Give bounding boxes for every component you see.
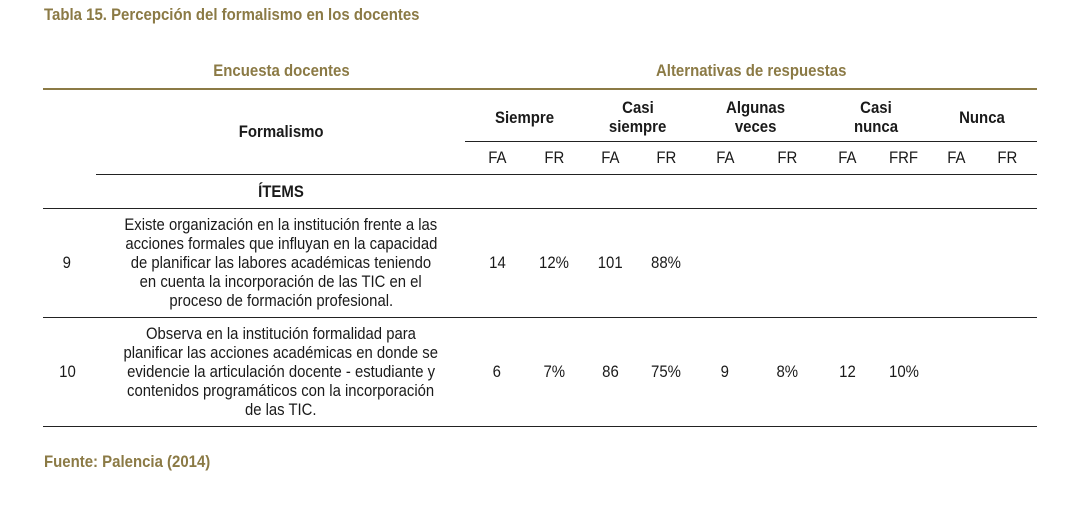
item-description [86, 209, 476, 317]
item-text-line: Existe organización en la institución frente a las [124, 215, 438, 234]
item-text-line: de planificar las labores académicas teniendo [130, 253, 432, 272]
category-header [470, 94, 580, 140]
item-text-line: de las TIC. [245, 400, 317, 419]
category-line1: Casi [860, 98, 892, 117]
category-line1: Algunas [726, 98, 786, 117]
table-cell [819, 318, 875, 426]
item-text-line: Observa en la institución formalidad para [146, 324, 416, 343]
item-text-line: proceso de formación profesional. [169, 291, 393, 310]
table-cell [638, 209, 694, 317]
table-cell [526, 209, 582, 317]
category-header [927, 94, 1037, 140]
table-source: Fuente: Palencia (2014) [44, 452, 211, 471]
table-cell [638, 318, 694, 426]
subheader-fr [638, 142, 694, 174]
header-encuesta-docentes: Encuesta docentes [212, 61, 350, 80]
category-line2: veces [735, 117, 777, 136]
items-label: ÍTEMS [258, 182, 304, 201]
cell-value: 86 [601, 362, 619, 381]
subheader-text: FR [997, 148, 1017, 167]
category-line1: Nunca [959, 107, 1005, 127]
subheader-text: FA [600, 148, 620, 167]
row-number-text: 9 [62, 253, 72, 272]
item-text-line: acciones formales que influyan en la capacidad [124, 234, 438, 253]
cell-value: 75% [651, 362, 681, 381]
cell-value: 7% [543, 362, 565, 381]
bottom-rule [43, 426, 1037, 427]
category-header [583, 94, 693, 140]
table-cell [759, 318, 815, 426]
table-cell [876, 318, 932, 426]
formalismo-label: Formalismo [238, 121, 324, 141]
category-header [701, 94, 811, 140]
subheader-fa [469, 142, 525, 174]
table-cell [582, 318, 638, 426]
subheader-text: FR [656, 148, 676, 167]
subheader-text: FRF [889, 148, 919, 167]
subheader-text: FA [837, 148, 857, 167]
subheader-text: FR [544, 148, 564, 167]
subheader-text: FA [715, 148, 735, 167]
category-line2: siempre [609, 117, 667, 136]
subheader-fr [759, 142, 815, 174]
category-line2: nunca [853, 117, 899, 136]
table-cell [697, 318, 753, 426]
cell-value: 12% [539, 253, 569, 272]
item-text-line: en cuenta la incorporación de las TIC en el [139, 272, 423, 291]
subheader-fa [697, 142, 753, 174]
item-description [86, 318, 476, 426]
row-number [43, 209, 91, 317]
header-alternativas-respuestas: Alternativas de respuestas [655, 61, 847, 80]
cell-value: 12 [838, 362, 856, 381]
table-cell [582, 209, 638, 317]
table-cell [526, 318, 582, 426]
item-text-line: evidencie la articulación docente - estudiante y [127, 362, 435, 381]
item-text-line: contenidos programáticos con la incorporación [127, 381, 435, 400]
category-header [821, 94, 931, 140]
subheader-fa [928, 142, 984, 174]
cell-value: 14 [488, 253, 506, 272]
cell-value: 6 [492, 362, 502, 381]
table-caption: Tabla 15. Percepción del formalismo en los docentes [44, 5, 420, 24]
item-text-line: planificar las acciones académicas en donde se [123, 343, 439, 362]
cell-value: 8% [776, 362, 798, 381]
subheader-frf [876, 142, 932, 174]
table-cell [469, 209, 525, 317]
row-number [43, 318, 91, 426]
subheader-fr [979, 142, 1035, 174]
cell-value: 9 [720, 362, 730, 381]
table-cell [469, 318, 525, 426]
cell-value: 10% [889, 362, 919, 381]
category-line1: Siempre [495, 107, 555, 127]
top-rule [43, 88, 1037, 90]
cell-value: 101 [597, 253, 623, 272]
cell-value: 88% [651, 253, 681, 272]
subheader-fa [819, 142, 875, 174]
subheader-text: FR [777, 148, 797, 167]
subheader-fa [582, 142, 638, 174]
subheader-text: FA [487, 148, 507, 167]
row-number-text: 10 [58, 362, 76, 381]
subheader-fr [526, 142, 582, 174]
category-line1: Casi [622, 98, 654, 117]
subheader-text: FA [946, 148, 966, 167]
